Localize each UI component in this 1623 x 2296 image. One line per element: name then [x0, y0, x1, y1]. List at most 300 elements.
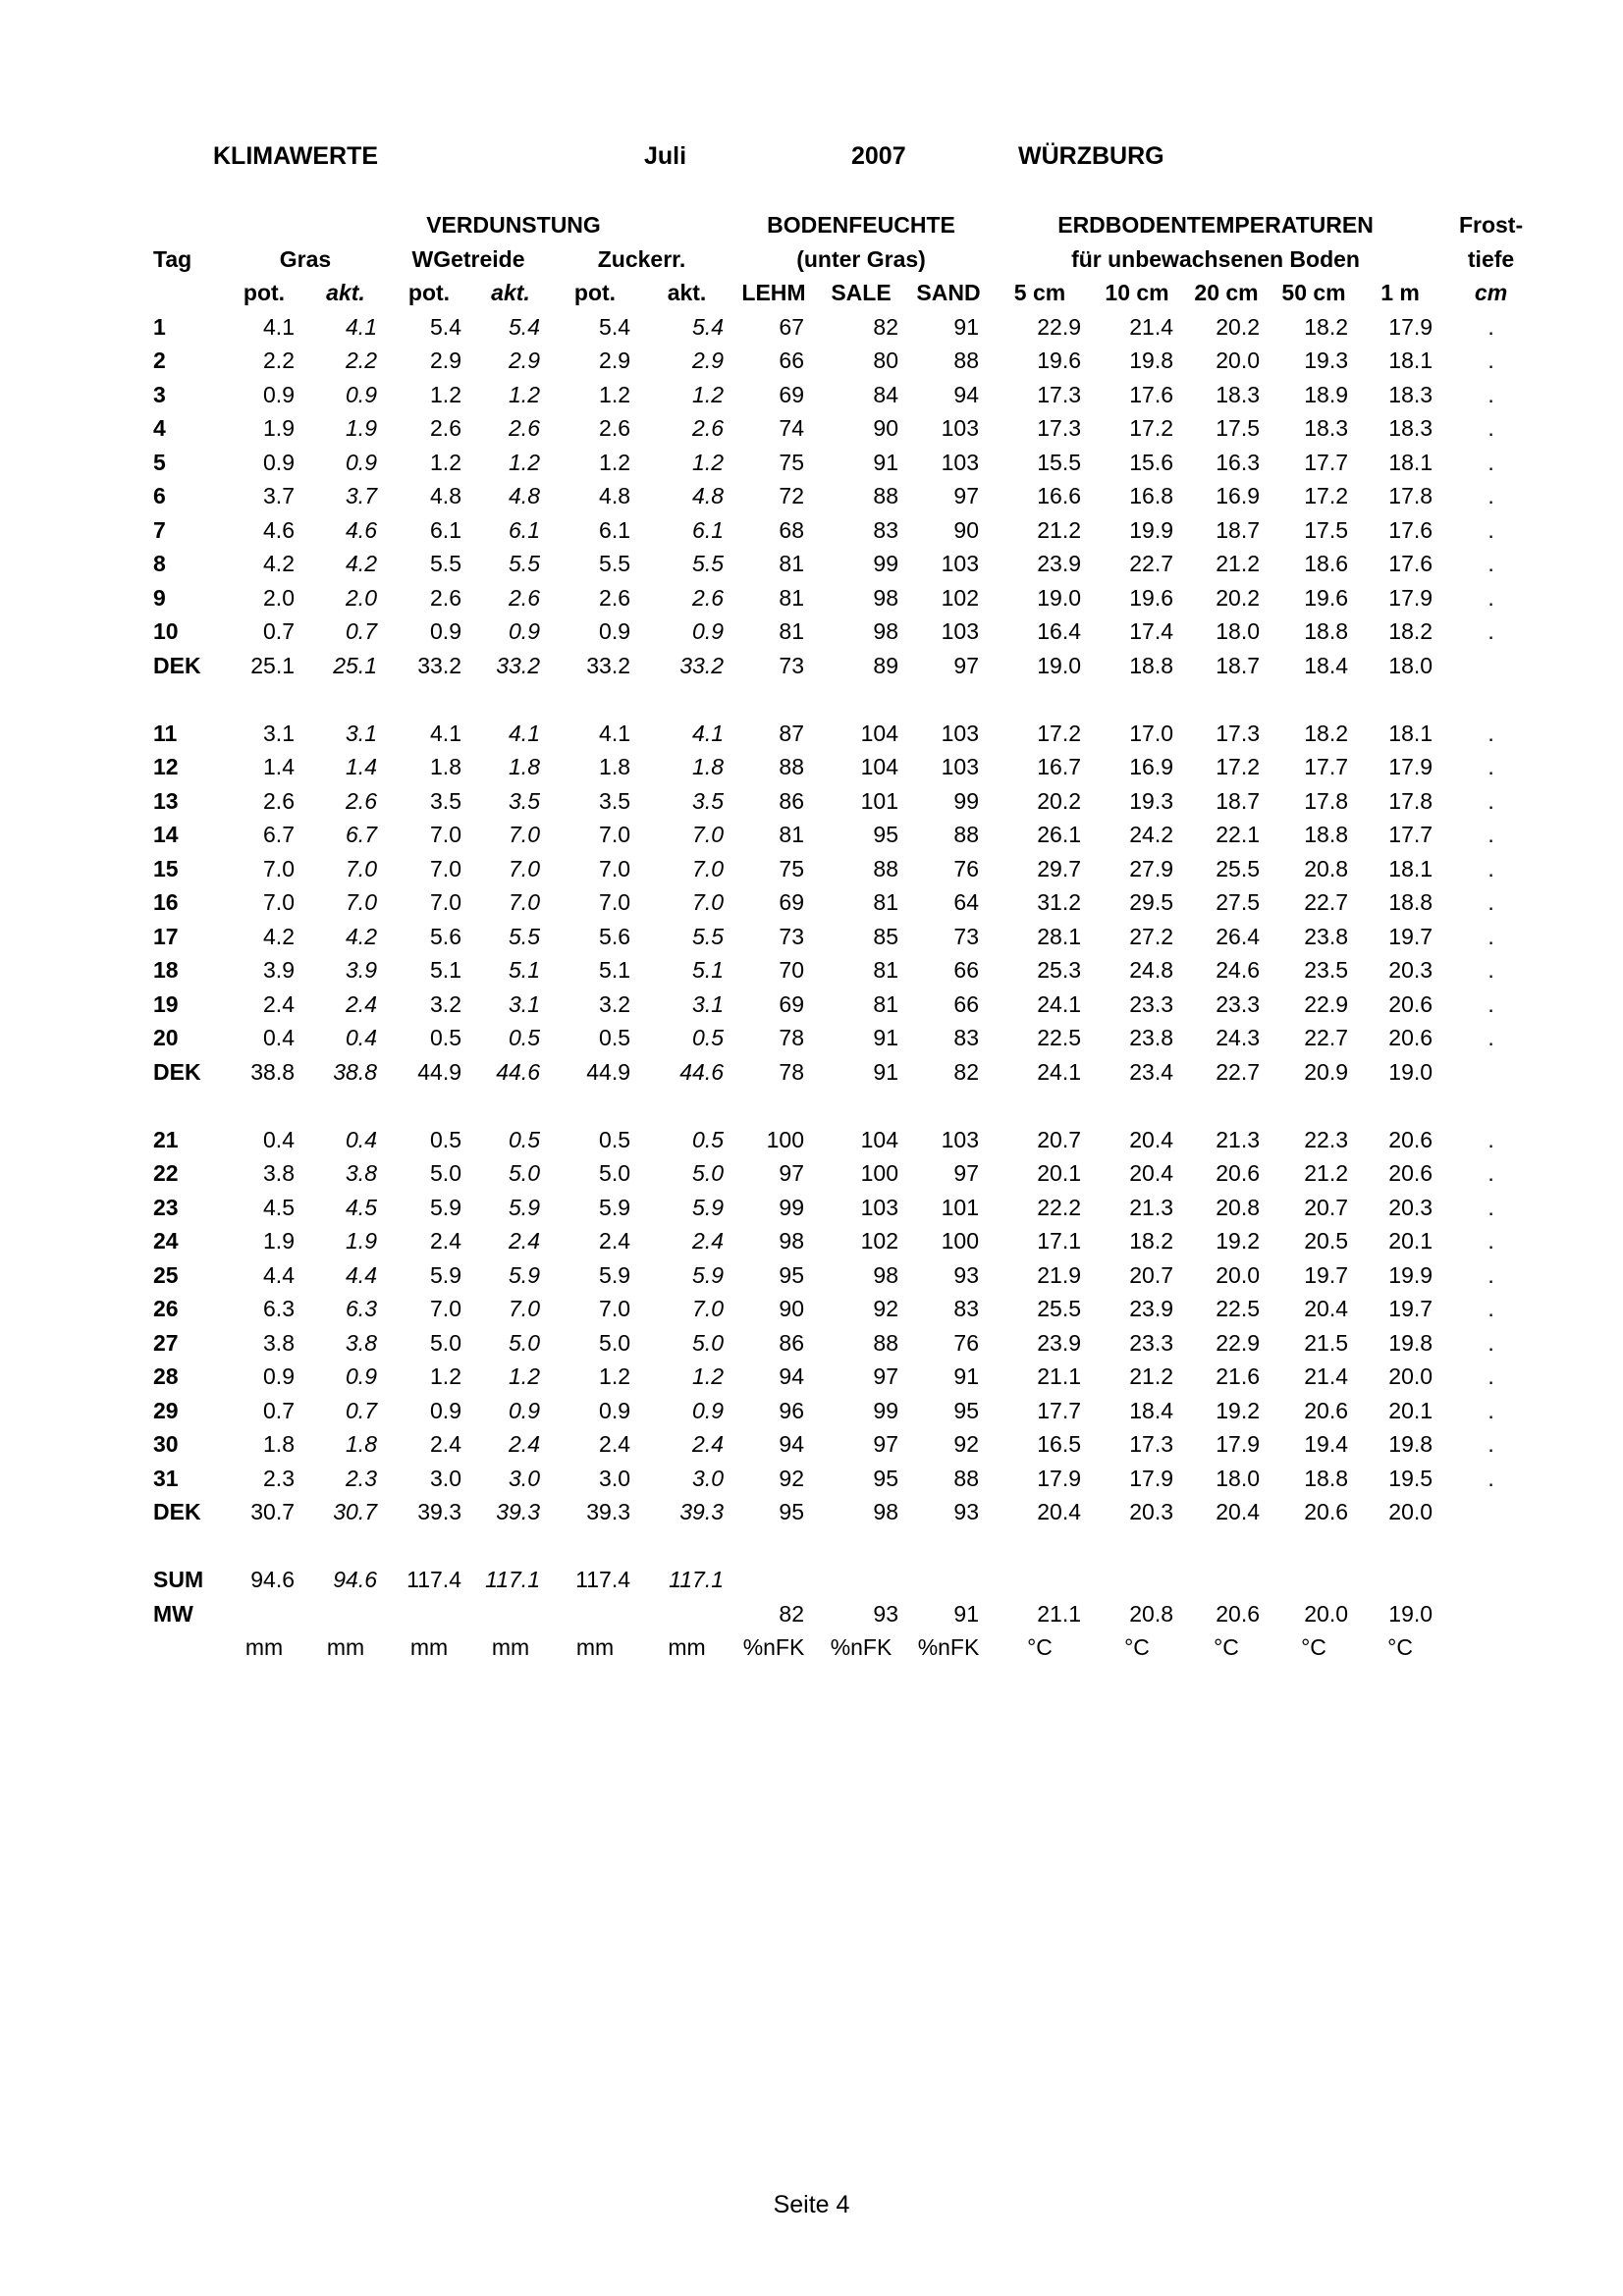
table-cell: 24.2	[1129, 822, 1174, 847]
table-cell: 21.1	[1037, 1363, 1082, 1389]
table-cell: 81	[779, 822, 805, 847]
table-cell: 0.5	[692, 1126, 725, 1152]
table-cell: 5.5	[430, 551, 461, 576]
table-cell: 88	[779, 754, 805, 779]
table-cell: 4.8	[430, 483, 461, 508]
table-cell: 85	[873, 923, 899, 949]
row-label: 1	[153, 313, 166, 340]
table-row	[145, 1326, 1540, 1361]
table-cell: 20.6	[1388, 1025, 1434, 1050]
table-cell: 3.5	[599, 787, 631, 814]
table-cell: 17.6	[1388, 516, 1434, 543]
table-cell: 18.4	[1129, 1397, 1174, 1423]
table-cell: 44.9	[586, 1058, 631, 1085]
table-cell: 0.7	[263, 1397, 295, 1423]
table-cell: 20.8	[1129, 1600, 1174, 1627]
table-cell: 33.2	[417, 652, 461, 678]
table-cell: 7.0	[692, 1296, 725, 1321]
table-cell: 22.9	[1216, 1329, 1261, 1356]
spacer-row	[145, 682, 1540, 717]
table-cell: .	[1488, 1126, 1494, 1152]
table-cell: %nFK	[742, 1634, 805, 1660]
table-cell: .	[1488, 1363, 1494, 1389]
table-cell: 2.6	[346, 787, 377, 814]
table-cell: 97	[953, 652, 980, 678]
mw-row	[145, 1597, 1540, 1631]
table-cell: 78	[779, 1058, 805, 1085]
row-label: 17	[153, 923, 179, 949]
table-cell: 2.6	[509, 584, 540, 611]
row-label: 11	[153, 720, 178, 746]
table-cell: 17.2	[1216, 754, 1261, 779]
table-cell: 3.9	[263, 957, 295, 983]
table-cell: 23.4	[1129, 1058, 1174, 1085]
dek-row	[145, 1495, 1540, 1529]
table-cell: 18.2	[1304, 313, 1349, 340]
table-cell: 7.0	[692, 822, 725, 847]
table-cell: .	[1488, 584, 1494, 611]
table-cell: 2.4	[263, 990, 295, 1017]
table-cell: 1.2	[692, 1363, 725, 1389]
table-cell: mm	[575, 1634, 615, 1660]
table-cell: 4.4	[263, 1261, 295, 1288]
table-cell: .	[1488, 551, 1494, 576]
table-cell: 17.3	[1216, 720, 1261, 746]
table-cell: 100	[766, 1126, 805, 1152]
table-cell: 29.5	[1129, 889, 1174, 915]
table-cell: 19.8	[1388, 1431, 1434, 1457]
table-cell: 102	[941, 584, 980, 611]
table-cell: 3.1	[263, 720, 295, 746]
table-cell: 5.4	[599, 313, 631, 340]
table-cell	[1442, 649, 1540, 683]
header-row-1	[145, 208, 1540, 242]
row-label: 28	[153, 1363, 179, 1389]
table-cell: 0.5	[599, 1126, 631, 1152]
table-cell: 80	[873, 347, 899, 373]
table-cell: 94.6	[333, 1567, 377, 1592]
table-cell	[224, 1597, 304, 1631]
table-row	[145, 1360, 1540, 1394]
table-row	[145, 614, 1540, 649]
table-cell: 0.5	[430, 1126, 461, 1152]
table-cell: 5.0	[692, 1329, 725, 1356]
table-cell: 33.2	[586, 652, 631, 678]
header-row-2	[145, 242, 1540, 277]
table-cell: 95	[873, 822, 899, 847]
table-cell: 20.2	[1216, 584, 1261, 611]
table-cell: cm	[1474, 280, 1508, 305]
table-cell: 83	[873, 516, 899, 543]
frost-header: Frost-	[1458, 212, 1524, 238]
table-cell: 100	[941, 1228, 980, 1254]
table-cell: 5.0	[692, 1160, 725, 1186]
table-cell	[1442, 1563, 1540, 1597]
table-cell: 2.4	[509, 1431, 540, 1457]
table-cell: 17.2	[1129, 415, 1174, 441]
table-cell: 16.5	[1037, 1431, 1082, 1457]
table-cell: 86	[779, 1329, 805, 1356]
year-label: 2007	[851, 142, 906, 170]
table-cell: 31.2	[1037, 889, 1082, 915]
table-cell: 92	[873, 1296, 899, 1321]
sum-row	[145, 1563, 1540, 1597]
table-cell: 2.4	[692, 1228, 725, 1254]
table-cell: 0.9	[263, 381, 295, 407]
table-cell: 22.9	[1037, 313, 1082, 340]
table-cell: 6.1	[509, 516, 540, 543]
table-cell: 3.7	[263, 483, 295, 508]
table-cell: 18.1	[1388, 347, 1434, 373]
table-cell: 1.8	[430, 754, 461, 779]
table-cell: 3.9	[346, 957, 377, 983]
table-cell: 92	[953, 1431, 980, 1457]
table-cell: 101	[860, 787, 899, 814]
table-cell: 7.0	[509, 1296, 540, 1321]
table-cell: 7.0	[430, 889, 461, 915]
table-cell: 1.2	[599, 381, 631, 407]
table-cell: 22.5	[1037, 1025, 1082, 1050]
page-title: KLIMAWERTE	[213, 142, 379, 170]
table-cell: 21.9	[1037, 1261, 1082, 1288]
table-cell: 0.5	[509, 1025, 540, 1050]
table-cell: 0.9	[263, 1363, 295, 1389]
table-cell: 30.7	[333, 1499, 377, 1524]
table-cell: 5.9	[509, 1194, 540, 1220]
unter-gras-header: (unter Gras)	[796, 245, 926, 272]
table-cell: 5.5	[509, 551, 540, 576]
table-cell: 19.7	[1304, 1261, 1349, 1288]
table-cell: mm	[409, 1634, 449, 1660]
table-cell: 103	[860, 1194, 899, 1220]
table-cell: 104	[860, 754, 899, 779]
table-cell: 21.6	[1216, 1363, 1261, 1389]
table-cell: 0.9	[346, 449, 377, 475]
table-cell: 4.1	[692, 720, 725, 746]
table-row	[145, 1258, 1540, 1293]
table-cell: 17.7	[1037, 1397, 1082, 1423]
table-row	[145, 1156, 1540, 1191]
table-cell: 103	[941, 1126, 980, 1152]
table-cell: 94	[779, 1363, 805, 1389]
table-cell: .	[1488, 822, 1494, 847]
table-cell: 4.6	[263, 516, 295, 543]
table-cell: 38.8	[250, 1058, 295, 1085]
table-cell: 88	[873, 1329, 899, 1356]
table-cell: 21.5	[1304, 1329, 1349, 1356]
table-cell: 19.9	[1129, 516, 1174, 543]
table-cell: 17.3	[1037, 381, 1082, 407]
table-cell: 20.0	[1216, 347, 1261, 373]
row-label	[145, 276, 224, 310]
table-cell: 68	[779, 516, 805, 543]
table-cell: 20.3	[1129, 1499, 1174, 1524]
table-cell: %nFK	[917, 1634, 980, 1660]
table-cell: 2.2	[346, 347, 377, 373]
table-cell: .	[1488, 415, 1494, 441]
table-cell: 94	[779, 1431, 805, 1457]
table-cell: 91	[873, 1025, 899, 1050]
table-cell: .	[1488, 1296, 1494, 1321]
table-cell: 90	[873, 415, 899, 441]
table-cell: 25.5	[1037, 1296, 1082, 1321]
table-cell: 103	[941, 449, 980, 475]
table-cell: 20.0	[1388, 1363, 1434, 1389]
table-cell: 2.4	[430, 1431, 461, 1457]
table-cell: 39.3	[679, 1499, 725, 1524]
table-cell: 97	[873, 1431, 899, 1457]
table-row	[145, 513, 1540, 548]
table-cell: 20.6	[1304, 1397, 1349, 1423]
table-cell: .	[1488, 787, 1494, 814]
table-cell: 88	[953, 347, 980, 373]
table-row	[145, 885, 1540, 920]
table-cell: 21.4	[1129, 313, 1174, 340]
table-cell: mm	[668, 1634, 706, 1660]
table-cell: °C	[1027, 1634, 1053, 1660]
table-cell: 73	[779, 923, 805, 949]
table-cell: 18.3	[1388, 415, 1434, 441]
table-cell: 16.9	[1216, 483, 1261, 508]
table-cell: 18.3	[1216, 381, 1261, 407]
table-cell: mm	[326, 1634, 365, 1660]
table-cell: 26.4	[1216, 923, 1261, 949]
table-cell: 20.0	[1388, 1499, 1434, 1524]
table-cell: pot.	[407, 280, 451, 305]
table-cell: 20.4	[1216, 1499, 1261, 1524]
table-cell: 66	[779, 347, 805, 373]
table-cell: 64	[953, 889, 980, 915]
table-cell: 5.4	[509, 313, 540, 340]
table-cell: 39.3	[586, 1499, 631, 1524]
table-cell: 18.0	[1216, 618, 1261, 644]
table-cell: 17.9	[1388, 754, 1434, 779]
table-cell: 104	[860, 1126, 899, 1152]
table-cell: 20.8	[1304, 855, 1349, 881]
table-cell: 1.9	[346, 415, 377, 441]
table-cell: 88	[873, 483, 899, 508]
table-cell: 22.7	[1216, 1058, 1261, 1085]
table-cell: .	[1488, 618, 1494, 644]
spacer-row	[145, 1089, 1540, 1123]
table-cell: 18.9	[1304, 381, 1349, 407]
table-cell: 5.1	[430, 957, 461, 983]
table-row	[145, 446, 1540, 480]
table-cell: 98	[779, 1228, 805, 1254]
table-row	[145, 1191, 1540, 1225]
table-cell: 21.3	[1129, 1194, 1174, 1220]
table-cell: 0.9	[599, 618, 631, 644]
table-row	[145, 953, 1540, 988]
row-label: 8	[153, 551, 166, 576]
table-cell: .	[1488, 313, 1494, 340]
table-row	[145, 344, 1540, 378]
table-cell: 0.5	[692, 1025, 725, 1050]
table-cell: 7.0	[346, 889, 377, 915]
table-cell: 25.5	[1216, 855, 1261, 881]
table-cell: .	[1488, 1160, 1494, 1186]
table-cell: 22.1	[1216, 822, 1261, 847]
table-cell: 4.1	[430, 720, 461, 746]
table-cell: 7.0	[692, 855, 725, 881]
table-cell: 0.4	[346, 1025, 377, 1050]
table-cell: 18.6	[1304, 551, 1349, 576]
table-cell: 2.4	[692, 1431, 725, 1457]
table-cell: 5.5	[599, 551, 631, 576]
row-label: 14	[153, 822, 179, 847]
table-cell: 19.6	[1037, 347, 1082, 373]
table-cell: SAND	[916, 280, 981, 305]
table-cell: 21.2	[1129, 1363, 1174, 1389]
table-cell: 82	[873, 313, 899, 340]
table-cell: 17.2	[1304, 483, 1349, 508]
table-cell: 3.7	[346, 483, 377, 508]
table-cell: 18.0	[1388, 652, 1434, 678]
table-cell: 117.4	[575, 1567, 631, 1592]
table-cell: 19.3	[1304, 347, 1349, 373]
table-cell: 19.2	[1216, 1397, 1261, 1423]
table-cell: 21.2	[1037, 516, 1082, 543]
table-cell: 20.6	[1388, 990, 1434, 1017]
table-cell: 81	[873, 889, 899, 915]
table-cell: 21.1	[1037, 1600, 1082, 1627]
table-cell: 5.9	[430, 1261, 461, 1288]
table-cell: 117.1	[485, 1567, 540, 1592]
table-cell: .	[1488, 957, 1494, 983]
table-cell: 20.4	[1304, 1296, 1349, 1321]
table-cell: 0.9	[346, 381, 377, 407]
table-cell: 2.0	[263, 584, 295, 611]
table-cell: 23.3	[1216, 990, 1261, 1017]
table-cell: 93	[873, 1600, 899, 1627]
table-cell: 83	[953, 1296, 980, 1321]
table-cell: 20.7	[1037, 1126, 1082, 1152]
table-cell: 88	[953, 822, 980, 847]
table-cell: 5.6	[599, 923, 631, 949]
table-cell	[1442, 1597, 1540, 1631]
table-cell: 38.8	[333, 1058, 377, 1085]
table-cell: 18.2	[1388, 618, 1434, 644]
table-cell: 0.5	[509, 1126, 540, 1152]
table-cell: 17.8	[1388, 483, 1434, 508]
dek-row	[145, 1055, 1540, 1090]
table-cell: 15.6	[1129, 449, 1174, 475]
table-cell: 44.6	[679, 1058, 725, 1085]
table-cell: .	[1488, 990, 1494, 1017]
table-row	[145, 1427, 1540, 1462]
table-cell: 98	[873, 584, 899, 611]
table-cell: 117.1	[669, 1567, 725, 1592]
table-cell: 22.5	[1216, 1296, 1261, 1321]
row-label: 5	[153, 449, 166, 475]
table-cell: 92	[779, 1465, 805, 1491]
row-label: 25	[153, 1261, 179, 1288]
table-cell: 1.9	[346, 1228, 377, 1254]
verdunstung-header: VERDUNSTUNG	[426, 212, 601, 238]
table-cell: 18.0	[1216, 1465, 1261, 1491]
table-cell: 73	[953, 923, 980, 949]
table-cell: 3.2	[599, 990, 631, 1017]
table-cell: 33.2	[496, 652, 540, 678]
table-cell: 1.2	[599, 449, 631, 475]
row-label: 9	[153, 584, 166, 611]
table-cell: 1.8	[692, 754, 725, 779]
table-cell: 2.6	[599, 415, 631, 441]
tag-header: Tag	[153, 245, 192, 272]
table-cell: 18.7	[1216, 652, 1261, 678]
table-cell: 76	[953, 1329, 980, 1356]
table-cell: 7.0	[692, 889, 725, 915]
table-cell: 20.6	[1216, 1160, 1261, 1186]
table-cell: 5.0	[509, 1329, 540, 1356]
table-cell: SALE	[831, 280, 892, 305]
table-row	[145, 378, 1540, 412]
table-cell: 1.2	[509, 449, 540, 475]
table-cell: .	[1488, 855, 1494, 881]
table-cell: 5.5	[692, 551, 725, 576]
table-cell: .	[1488, 483, 1494, 508]
table-cell: 33.2	[679, 652, 725, 678]
table-cell: 19.2	[1216, 1228, 1261, 1254]
table-cell: .	[1488, 381, 1494, 407]
table-cell: 4.2	[346, 923, 377, 949]
table-cell: 18.8	[1304, 1465, 1349, 1491]
table-cell: 4.2	[263, 551, 295, 576]
table-cell: 81	[779, 584, 805, 611]
table-cell: 1.9	[263, 415, 295, 441]
table-cell: 4.8	[599, 483, 631, 508]
table-cell: 100	[860, 1160, 899, 1186]
table-cell: 1.2	[509, 381, 540, 407]
table-cell: 4.2	[263, 923, 295, 949]
table-cell: 22.3	[1304, 1126, 1349, 1152]
table-cell: 3.0	[430, 1465, 461, 1491]
table-cell: 20.6	[1304, 1499, 1349, 1524]
table-cell: 0.7	[346, 618, 377, 644]
table-cell: 89	[873, 652, 899, 678]
table-cell: 6.1	[430, 516, 461, 543]
table-cell: 95	[779, 1261, 805, 1288]
table-cell: 22.9	[1304, 990, 1349, 1017]
table-cell: %nFK	[830, 1634, 893, 1660]
table-row	[145, 1224, 1540, 1258]
table-cell: 22.2	[1037, 1194, 1082, 1220]
table-cell: 20.1	[1037, 1160, 1082, 1186]
table-cell: 0.7	[346, 1397, 377, 1423]
table-cell: 25.1	[333, 652, 377, 678]
table-cell	[387, 1597, 471, 1631]
table-cell: 27.5	[1216, 889, 1261, 915]
table-cell: 83	[953, 1025, 980, 1050]
table-cell: 17.9	[1388, 313, 1434, 340]
table-cell: 5.0	[599, 1160, 631, 1186]
table-cell: 20.1	[1388, 1397, 1434, 1423]
table-cell: .	[1488, 720, 1494, 746]
table-cell: LEHM	[741, 280, 806, 305]
table-cell: 23.3	[1129, 1329, 1174, 1356]
row-label: 21	[153, 1126, 179, 1152]
table-cell: 98	[873, 1499, 899, 1524]
table-cell: 74	[779, 415, 805, 441]
row-label: DEK	[153, 652, 201, 678]
table-row	[145, 717, 1540, 751]
table-cell: 18.8	[1304, 618, 1349, 644]
table-cell: 18.8	[1129, 652, 1174, 678]
table-cell: 99	[953, 787, 980, 814]
table-cell: 17.9	[1129, 1465, 1174, 1491]
table-cell: 103	[941, 551, 980, 576]
table-cell: 17.0	[1129, 720, 1174, 746]
